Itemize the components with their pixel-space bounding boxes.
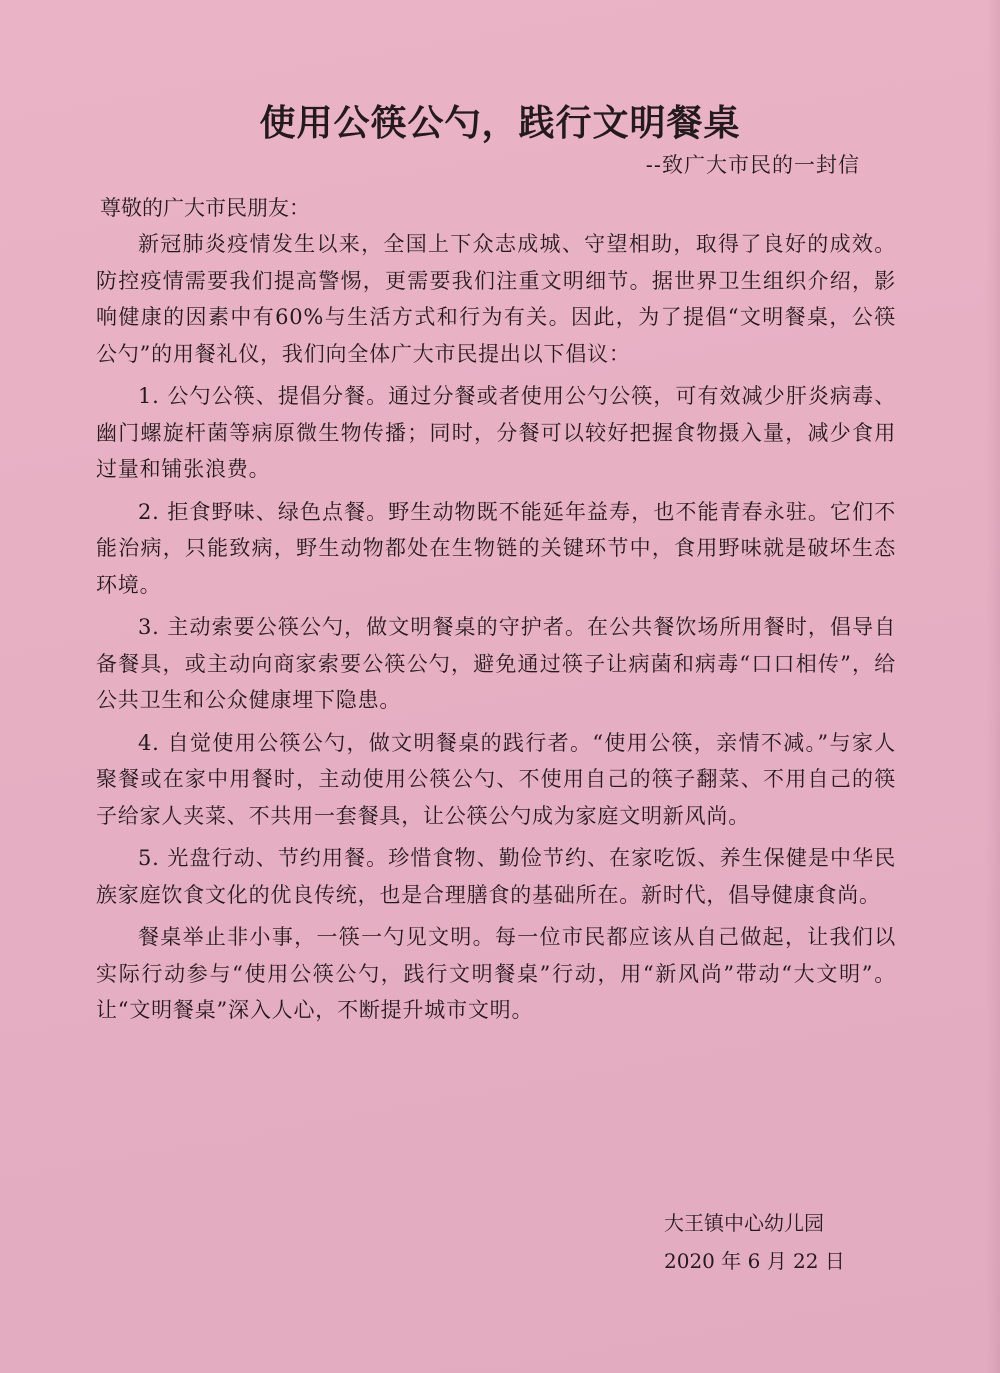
letter-greeting: 尊敬的广大市民朋友： <box>100 196 310 220</box>
paragraph-item-1: 1. 公勺公筷、提倡分餐。通过分餐或者使用公勺公筷，可有效减少肝炎病毒、幽门螺旋杆菌等病原微生物传播；同时，分餐可以较好把握食物摄入量，减少食用过量和铺张浪费。 <box>96 384 896 481</box>
paragraph-closing: 餐桌举止非小事，一筷一勺见文明。每一位市民都应该从自己做起，让我们以实际行动参与“使用公筷公勺，践行文明餐桌”行动，用“新风尚”带动“大文明”。让“文明餐桌”深入人心，不断提升城市文明。 <box>96 925 896 1022</box>
signature-date: 2020 年 6 月 22 日 <box>664 1249 845 1273</box>
letter-body <box>96 226 896 1035</box>
letter-title: 使用公筷公勺，践行文明餐桌 <box>259 103 741 144</box>
signature-organization: 大王镇中心幼儿园 <box>664 1211 824 1235</box>
paper-edge-shadow <box>986 0 1000 1373</box>
paragraph-item-2: 2. 拒食野味、绿色点餐。野生动物既不能延年益寿，也不能青春永驻。它们不能治病，只能致病，野生动物都处在生物链的关键环节中，食用野味就是破坏生态环境。 <box>96 499 896 597</box>
letter-subtitle: --致广大市民的一封信 <box>645 153 860 177</box>
paragraph-item-4: 4. 自觉使用公筷公勺，做文明餐桌的践行者。“使用公筷，亲情不减。”与家人聚餐或在家中用餐时，主动使用公筷公勺、不使用自己的筷子翻菜、不用自己的筷子给家人夹菜、不共用一套餐具，让公筷公勺成为家庭文明新风尚。 <box>96 730 896 828</box>
paragraph-intro: 新冠肺炎疫情发生以来，全国上下众志成城、守望相助，取得了良好的成效。防控疫情需要我们提高警惕，更需要我们注重文明细节。据世界卫生组织介绍，影响健康的因素中有60%与生活方式和行为有关。因此，为了提倡“文明餐桌，公筷公勺”的用餐礼仪，我们向全体广大市民提出以下倡议： <box>96 232 896 366</box>
paragraph-item-5: 5. 光盘行动、节约用餐。珍惜食物、勤俭节约、在家吃饭、养生保健是中华民族家庭饮食文化的优良传统，也是合理膳食的基础所在。新时代，倡导健康食尚。 <box>96 846 896 907</box>
paragraph-item-3: 3. 主动索要公筷公勺，做文明餐桌的守护者。在公共餐饮场所用餐时，倡导自备餐具，或主动向商家索要公筷公勺，避免通过筷子让病菌和病毒“口口相传”，给公共卫生和公众健康埋下隐患。 <box>96 615 896 712</box>
